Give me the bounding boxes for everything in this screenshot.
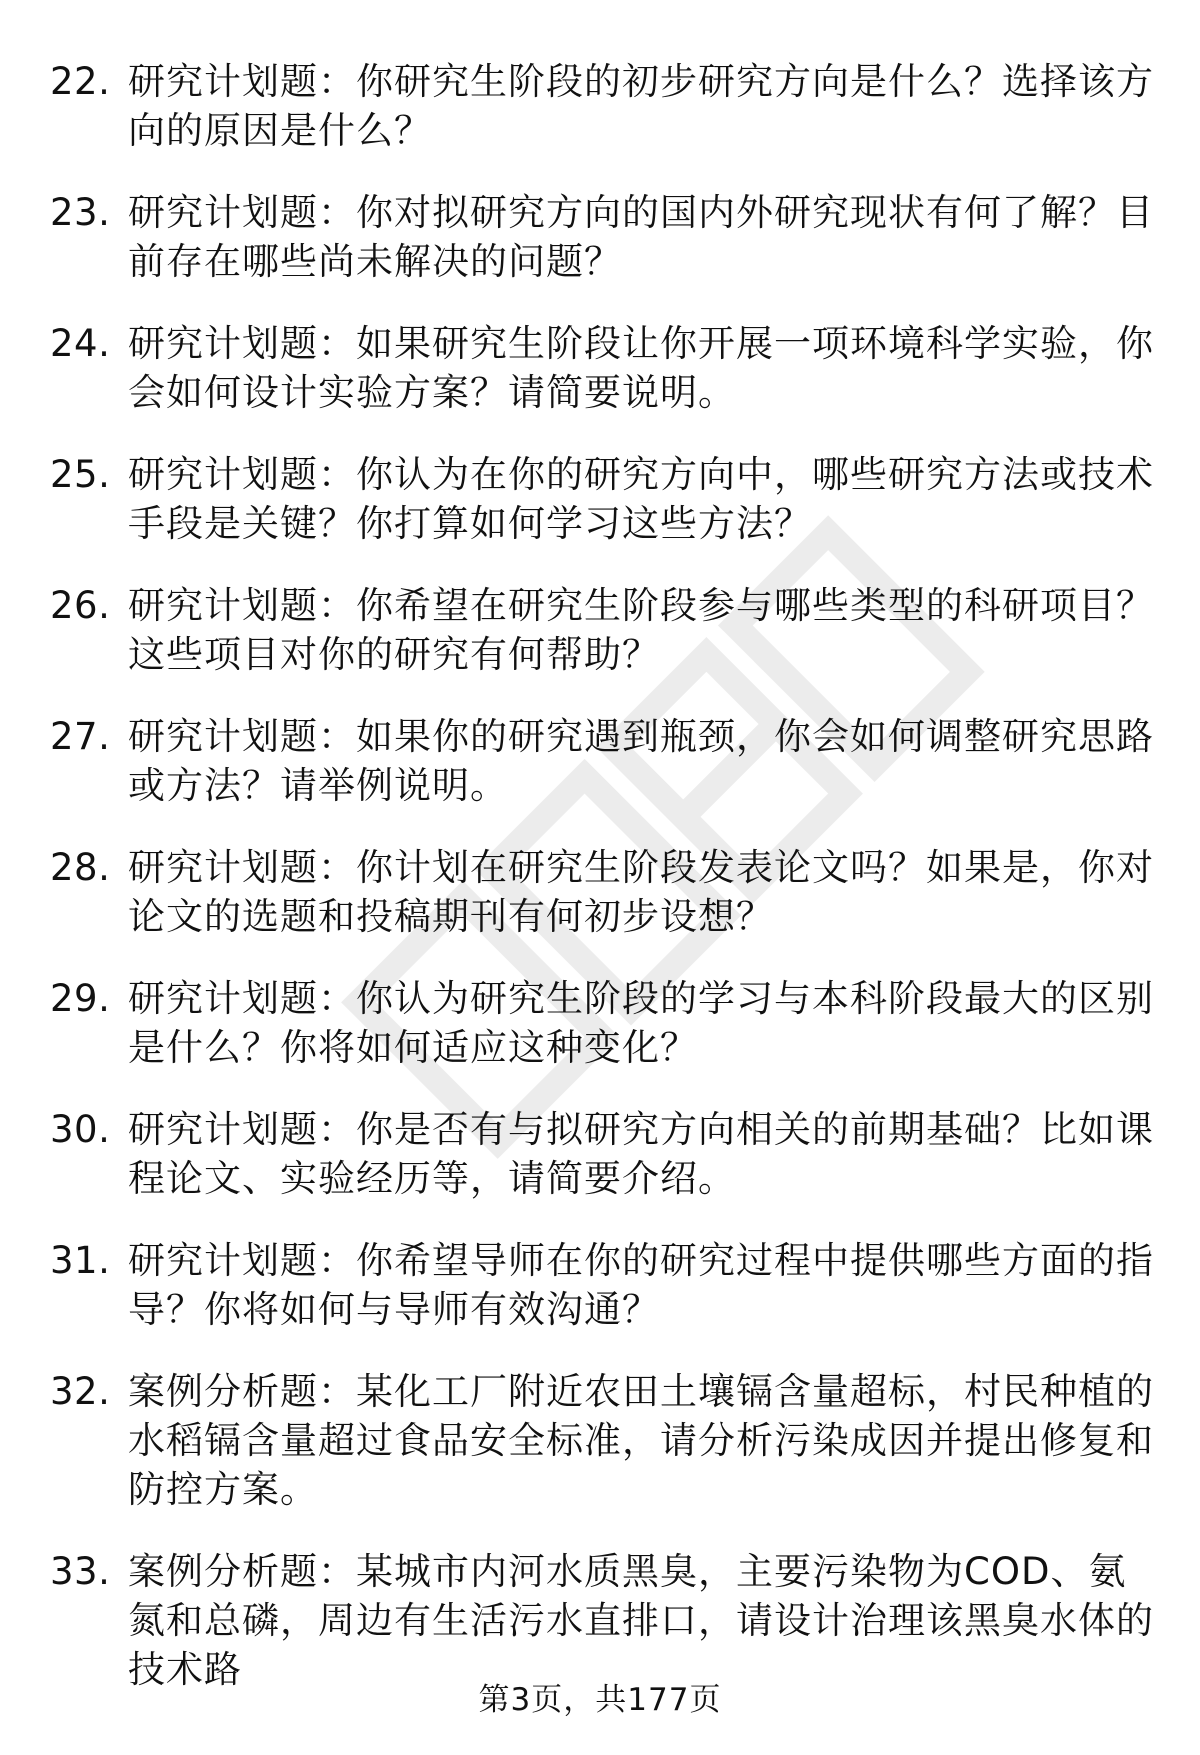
question-text: 研究计划题：如果你的研究遇到瓶颈，你会如何调整研究思路或方法？请举例说明。 <box>128 715 1154 807</box>
question-number: 23. <box>50 191 111 234</box>
question-text: 研究计划题：你对拟研究方向的国内外研究现状有何了解？目前存在哪些尚未解决的问题？ <box>128 191 1154 283</box>
question-text: 研究计划题：你研究生阶段的初步研究方向是什么？选择该方向的原因是什么？ <box>128 60 1154 152</box>
question-item <box>50 843 1160 941</box>
question-item <box>50 188 1160 286</box>
question-number: 29. <box>50 977 111 1020</box>
question-number: 25. <box>50 453 111 496</box>
question-text: 案例分析题：某城市内河水质黑臭，主要污染物为COD、氨氮和总磷，周边有生活污水直排口，请设计治理该黑臭水体的技术路 <box>128 1550 1154 1691</box>
question-item <box>50 57 1160 155</box>
question-item <box>50 1367 1160 1514</box>
question-number: 28. <box>50 846 111 889</box>
question-number: 33. <box>50 1550 111 1593</box>
question-item <box>50 1105 1160 1203</box>
question-text: 研究计划题：你计划在研究生阶段发表论文吗？如果是，你对论文的选题和投稿期刊有何初步设想？ <box>128 846 1154 938</box>
question-item <box>50 974 1160 1072</box>
question-number: 24. <box>50 322 111 365</box>
question-text: 案例分析题：某化工厂附近农田土壤镉含量超标，村民种植的水稻镉含量超过食品安全标准，请分析污染成因并提出修复和防控方案。 <box>128 1370 1154 1511</box>
question-number: 31. <box>50 1239 111 1282</box>
question-number: 30. <box>50 1108 111 1151</box>
page-number: 第3页，共177页 <box>478 1682 722 1718</box>
question-number: 27. <box>50 715 111 758</box>
question-number: 22. <box>50 60 111 103</box>
question-list <box>50 57 1160 1727</box>
question-text: 研究计划题：你是否有与拟研究方向相关的前期基础？比如课程论文、实验经历等，请简要介绍。 <box>128 1108 1154 1200</box>
question-number: 26. <box>50 584 111 627</box>
question-text: 研究计划题：如果研究生阶段让你开展一项环境科学实验，你会如何设计实验方案？请简要说明。 <box>128 322 1154 414</box>
question-item <box>50 1547 1160 1694</box>
question-item <box>50 319 1160 417</box>
question-text: 研究计划题：你认为研究生阶段的学习与本科阶段最大的区别是什么？你将如何适应这种变化？ <box>128 977 1154 1069</box>
question-item <box>50 450 1160 548</box>
question-text: 研究计划题：你认为在你的研究方向中，哪些研究方法或技术手段是关键？你打算如何学习这些方法？ <box>128 453 1154 545</box>
question-item <box>50 1236 1160 1334</box>
question-item <box>50 581 1160 679</box>
question-text: 研究计划题：你希望在研究生阶段参与哪些类型的科研项目？这些项目对你的研究有何帮助？ <box>128 584 1154 676</box>
question-item <box>50 712 1160 810</box>
question-text: 研究计划题：你希望导师在你的研究过程中提供哪些方面的指导？你将如何与导师有效沟通？ <box>128 1239 1154 1331</box>
question-number: 32. <box>50 1370 111 1413</box>
